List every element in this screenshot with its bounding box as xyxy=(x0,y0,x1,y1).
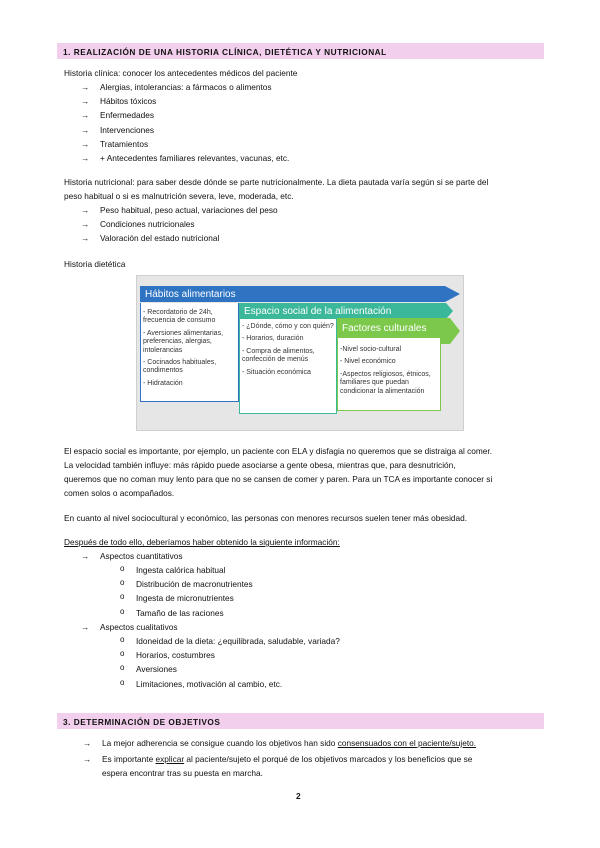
bullet-icon: o xyxy=(120,663,125,673)
historia-dietetica-label: Historia dietética xyxy=(64,259,126,269)
bullet-icon: o xyxy=(120,592,125,602)
paragraph-2: En cuanto al nivel sociocultural y económico, las personas con menores recursos suelen tener más obesidad. xyxy=(64,513,468,523)
cualitativo-item-text: Limitaciones, motivación al cambio, etc. xyxy=(136,678,283,689)
arrow-icon: → xyxy=(83,738,92,748)
paragraph-1-line-2: La velocidad también influye: más rápido puede asociarse a gente obesa, mientras que, para desnutrición, xyxy=(64,460,456,470)
page-number: 2 xyxy=(296,791,301,801)
historia-nutricional-line-1: Historia nutricional: para saber desde dónde se parte nutricionalmente. La dieta pautada varía según si se parte del xyxy=(64,177,489,187)
cuantitativo-item-text: Ingesta de micronutrientes xyxy=(136,593,234,604)
historia-nutricional-item-text: Valoración del estado nutricional xyxy=(100,233,220,244)
box-habitos-item: - Hidratación xyxy=(143,379,183,387)
paragraph-1-line-3: queremos que no coman muy lento para que no se cansen de comer y paren. Para un TCA es importante conocer si xyxy=(64,474,493,484)
objetivos-item-1-underlined: consensuados con el paciente/sujeto. xyxy=(337,738,477,748)
box-habitos-item: - Cocinados habituales, condimentos xyxy=(143,359,217,375)
historia-clinica-item-text: Alergias, intolerancias: a fármacos o alimentos xyxy=(100,82,272,92)
bullet-icon: o xyxy=(120,578,125,588)
info-heading: Después de todo ello, deberíamos haber obtenido la siguiente información: xyxy=(64,537,340,547)
arrow-icon: → xyxy=(81,622,90,632)
arrow-icon: → xyxy=(81,110,90,121)
box-espacio-item: - Compra de alimentos, confección de menús xyxy=(242,347,315,364)
historia-clinica-item-text: + Antecedentes familiares relevantes, vacunas, etc. xyxy=(100,153,290,163)
arrow-icon: → xyxy=(81,205,90,215)
arrow-icon: → xyxy=(83,754,92,764)
historia-nutricional-item-text: Peso habitual, peso actual, variaciones del peso xyxy=(100,205,278,215)
cualitativo-item-text: Idoneidad de la dieta: ¿equilibrada, saludable, variada? xyxy=(136,636,340,646)
cualitativo-item-text: Aversiones xyxy=(136,664,177,675)
objetivos-item-2-text-cont: al paciente/sujeto el porqué de los objetivos marcados y los beneficios que se xyxy=(184,754,473,764)
header-habitos xyxy=(140,286,440,303)
historia-clinica-item-text: Enfermedades xyxy=(100,110,154,121)
objetivos-item-2-underlined: explicar xyxy=(155,754,185,764)
bullet-icon: o xyxy=(120,635,125,644)
arrow-icon: → xyxy=(81,82,90,92)
cualitativo-item-text: Horarios, costumbres xyxy=(136,650,215,661)
historia-nutricional-line-2: peso habitual o si es malnutrición severa, leve, moderada, etc. xyxy=(64,191,294,201)
historia-nutricional-item-text: Condiciones nutricionales xyxy=(100,219,195,230)
bullet-icon: o xyxy=(120,649,125,659)
box-espacio-item: - Horarios, duración xyxy=(242,335,304,343)
objetivos-item-1-text: La mejor adherencia se consigue cuando los objetivos han sido xyxy=(102,738,338,748)
objetivos-item-2-text: Es importante xyxy=(102,754,156,764)
section-3-header xyxy=(57,713,544,729)
section-3-title: 3. DETERMINACIÓN DE OBJETIVOS xyxy=(63,717,221,727)
objetivos-item-2-line-2: espera encontrar tras su puesta en marcha. xyxy=(102,768,263,778)
historia-clinica-intro: Historia clínica: conocer los antecedentes médicos del paciente xyxy=(64,68,298,78)
arrow-icon: → xyxy=(81,124,90,135)
bullet-icon: o xyxy=(120,606,125,616)
header-factores-label: Factores culturales xyxy=(342,323,427,334)
section-1-header xyxy=(57,43,544,59)
box-factores xyxy=(337,338,441,411)
box-factores-item: - Nivel económico xyxy=(340,358,396,366)
box-habitos-item: - Recordatorio de 24h, frecuencia de consumo xyxy=(143,309,216,325)
arrow-icon: → xyxy=(81,96,90,107)
habitos-diagram xyxy=(136,275,464,431)
paragraph-1-line-4: comen solos o acompañados. xyxy=(64,488,175,498)
arrow-icon: → xyxy=(81,138,90,149)
box-factores-item: -Aspectos religiosos, étnicos, familiares que puedan condicionar la alimentación xyxy=(340,370,431,395)
arrow-icon: → xyxy=(81,551,90,561)
box-espacio-item: - Situación económica xyxy=(242,368,311,376)
aspectos-cuantitativos-text: Aspectos cuantitativos xyxy=(100,551,183,561)
box-habitos xyxy=(140,303,239,402)
arrow-icon: → xyxy=(81,233,90,244)
header-factores xyxy=(337,320,447,337)
box-espacio-item: - ¿Dónde, cómo y con quién? xyxy=(242,323,334,330)
bullet-icon: o xyxy=(120,564,125,573)
bullet-icon: o xyxy=(120,677,125,687)
aspectos-cualitativos-text: Aspectos cualitativos xyxy=(100,622,178,632)
cuantitativo-item-text: Tamaño de las raciones xyxy=(136,607,224,618)
box-factores-item: -Nivel socio-cultural xyxy=(340,346,402,353)
arrow-icon: → xyxy=(81,153,90,163)
arrow-icon: → xyxy=(81,219,90,230)
section-1-title: 1. REALIZACIÓN DE UNA HISTORIA CLÍNICA, DIETÉTICA Y NUTRICIONAL xyxy=(63,47,387,57)
historia-clinica-item-text: Tratamientos xyxy=(100,138,149,149)
cuantitativo-item-text: Ingesta calórica habitual xyxy=(136,565,226,575)
header-espacio-label: Espacio social de la alimentación xyxy=(244,306,392,317)
paragraph-1-line-1: El espacio social es importante, por ejemplo, un paciente con ELA y disfagia no queremos que se distraiga al comer. xyxy=(64,446,492,456)
historia-clinica-item-text: Hábitos tóxicos xyxy=(100,96,157,107)
header-habitos-label: Hábitos alimentarios xyxy=(145,289,236,300)
header-espacio xyxy=(239,303,439,320)
cuantitativo-item-text: Distribución de macronutrientes xyxy=(136,579,253,590)
historia-clinica-item-text: Intervenciones xyxy=(100,124,154,135)
box-espacio xyxy=(239,319,337,414)
box-habitos-item: - Aversiones alimentarias, preferencias, alergias, intolerancias xyxy=(143,329,224,354)
